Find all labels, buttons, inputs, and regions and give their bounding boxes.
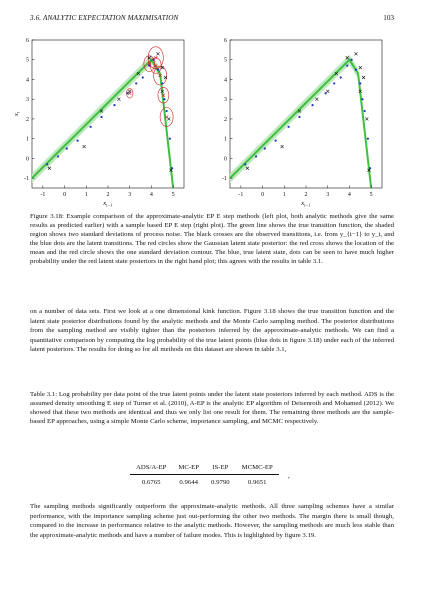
y-tick-label: -1 (24, 176, 29, 183)
x-tick-label: 2 (106, 192, 110, 198)
y-tick-label: 0 (26, 156, 29, 163)
latent-point (135, 82, 137, 84)
table-trailing-comma: , (288, 472, 290, 480)
latent-point (340, 76, 342, 78)
latent-point (244, 163, 246, 165)
x-tick-label: 0 (63, 192, 67, 198)
x-axis-label-subscript: t−1 (304, 202, 311, 208)
y-tick-label: 2 (224, 116, 227, 123)
latent-point (355, 69, 357, 71)
plot-frame (32, 40, 184, 188)
latent-point (153, 59, 155, 61)
x-tick-label: 3 (326, 192, 330, 198)
x-tick-label: 2 (304, 192, 308, 198)
latent-point (161, 82, 163, 84)
latent-point (57, 155, 59, 157)
x-tick-label: -1 (238, 192, 244, 198)
latent-point (163, 98, 165, 100)
x-axis-label: $x_{t-1}$ (103, 200, 113, 208)
latent-point (361, 98, 363, 100)
latent-point (66, 147, 68, 149)
latent-point (142, 76, 144, 78)
table-header-cell: MCMC-EP (236, 462, 279, 475)
table-cell: 0.9651 (247, 479, 267, 486)
y-axis-label-subscript: t (15, 111, 21, 114)
x-axis-label: $x_{t-1}$ (301, 200, 311, 208)
latent-point (369, 167, 371, 169)
x-tick-label: 1 (84, 192, 88, 198)
x-tick-label: 1 (282, 192, 286, 198)
latent-point (166, 110, 168, 112)
latent-point (157, 69, 159, 71)
y-tick-label: 6 (26, 38, 29, 44)
table-cell: 0.6765 (141, 479, 161, 486)
latent-point (346, 65, 348, 67)
y-tick-label: 4 (224, 77, 227, 84)
latent-point (311, 104, 313, 106)
plot-frame (230, 40, 382, 188)
latent-point (275, 140, 277, 142)
latent-point (255, 155, 257, 157)
page-number: 103 (383, 14, 394, 22)
latent-point (113, 104, 115, 106)
x-tick-label: 5 (369, 192, 373, 198)
table-caption: Table 3.1: Log probability per data point of the true latent points under the latent state posteriors inferred by each method. ADS is the assumed density smoothing E step of Turner et al. (2010), A-EP is the analytic EP algorithm of Deisenroth and Mohamed (2012). We showed that these two methods are identical and thus we only list one result for them. The remaining three methods are the sample-based EP approaches, using a simple Monte Carlo scheme, importance sampling, and MCMC respectively. (30, 391, 394, 425)
latent-point (298, 116, 300, 118)
x-axis-label-subscript: t−1 (106, 202, 113, 208)
latent-point (288, 126, 290, 128)
x-tick-label: 0 (261, 192, 265, 198)
latent-point (324, 92, 326, 94)
table-header-cell: ADS/A-EP (130, 462, 172, 475)
table-cell: 0.9790 (211, 479, 230, 486)
latent-point (367, 138, 369, 140)
y-tick-label: 6 (224, 38, 227, 44)
table-header-cell: MC-EP (172, 462, 205, 475)
y-tick-label: 1 (224, 136, 227, 143)
figure-right-plot (210, 34, 394, 210)
body-paragraph-2: The sampling methods significantly outperform the approximate-analytic methods. All three sampling schemes have a similar performance, with the importance sampling scheme just out-performing the other two methods. The margin there is small though, compared to the increase in performance relative to the analytic methods. However, the sampling methods are much less stable than the approximate-analytic methods and have a number of failure modes. This is highlighted by figure 3.19. (30, 503, 394, 539)
running-header (30, 14, 394, 26)
y-tick-label: 5 (26, 57, 29, 64)
latent-point (359, 82, 361, 84)
x-tick-label: -1 (40, 192, 46, 198)
y-tick-label: 3 (26, 97, 29, 104)
table-cell: 0.9644 (179, 479, 198, 486)
body-paragraph-1: on a number of data sets. First we look at a one dimensional kink function. Figure 3.18 shows the true transition function and the latent state posterior distributions found by the analytic methods and the Monte Carlo sampling method. The posterior distributions from the sampling method are visibly tighter than the posteriors inferred by the approximate-analytic methods. We can find a quantitative comparison by computing the log probability of the true latent points (blue dots in figure 3.18) under each of the inferred latent posteriors. The results for doing so for all methods on this dataset are shown in table 3.1, (30, 308, 394, 354)
x-tick-label: 3 (128, 192, 132, 198)
running-title: 3.6. ANALYTIC EXPECTATION MAXIMISATION (30, 14, 179, 22)
latent-point (46, 163, 48, 165)
x-tick-label: 5 (171, 192, 175, 198)
y-tick-label: 3 (224, 97, 227, 104)
latent-point (169, 138, 171, 140)
y-tick-label: 1 (26, 136, 29, 143)
y-tick-label: -1 (222, 176, 227, 183)
figure-left-plot (12, 34, 196, 210)
x-tick-label: 4 (347, 192, 351, 198)
x-tick-label: 4 (149, 192, 153, 198)
y-tick-label: 4 (26, 77, 29, 84)
table-header-cell: IS-EP (205, 462, 236, 475)
latent-point (90, 126, 92, 128)
y-tick-label: 5 (224, 57, 227, 64)
left-plot-svg (12, 34, 196, 210)
y-axis-label: $x_t$ (13, 111, 21, 117)
results-table (130, 462, 279, 488)
latent-point (100, 116, 102, 118)
latent-point (333, 82, 335, 84)
latent-point (364, 110, 366, 112)
latent-point (264, 147, 266, 149)
latent-point (77, 140, 79, 142)
latent-point (351, 59, 353, 61)
figure-caption: Figure 3.18: Example comparison of the approximate-analytic EP E step methods (left plot, both analytic methods give the same results as predicted earlier) with a sample based EP E step (right plot). The green line shows the true transition function, the shaded region shows two standard deviations of process noise. The black crosses are the observed transitions, i.e. from y_{t−1} to y_t, and the blue dots are the latent transitions. The red circles show the Gaussian latent state posterior: the red cross shows the location of the mean and the red circle shows the one standard deviation contour. The blue, true latent state, dots can be seen to have much higher probability under the red latent state posteriors in the right hand plot; this agrees with the results in table 3.1. (30, 213, 394, 265)
latent-point (171, 167, 173, 169)
y-tick-label: 0 (224, 156, 227, 163)
y-tick-label: 2 (26, 116, 29, 123)
right-plot-svg (210, 34, 394, 210)
latent-point (126, 92, 128, 94)
latent-point (148, 65, 150, 67)
